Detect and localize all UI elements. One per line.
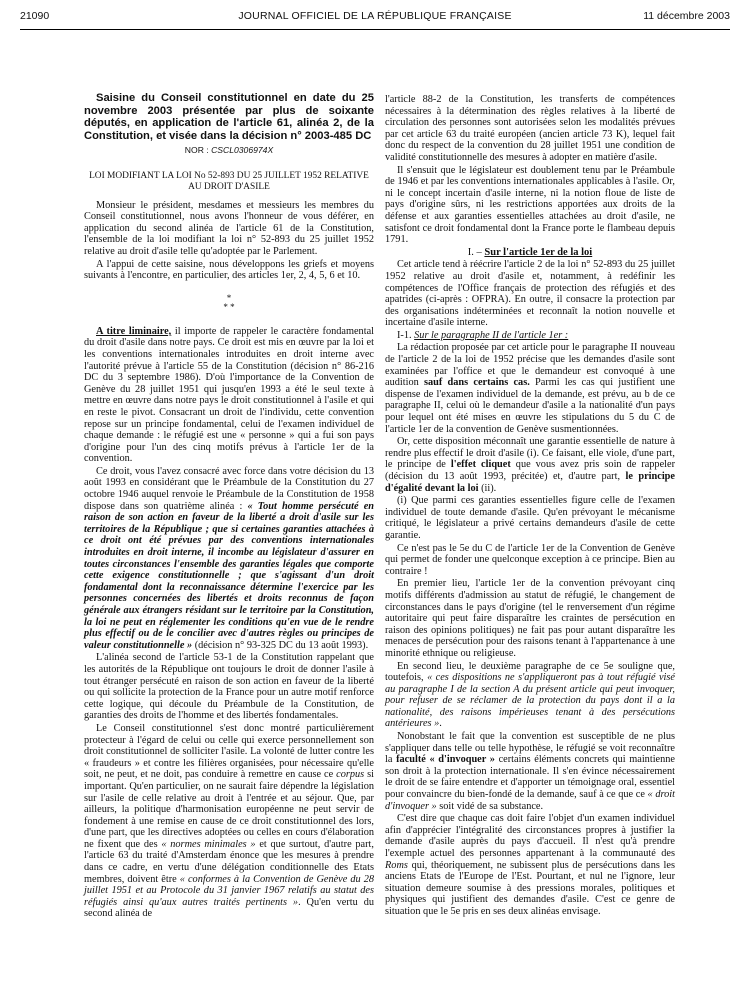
paragraph: Le Conseil constitutionnel s'est donc montré particulièrement protecteur à l'égard de celui ou celle qui exerce personnellement son droit constitutionnel de solliciter l'asile. La volonté de lutter contre les « fraudeurs » et contre les filières organisées, pour nécessaire qu'elle soit, ne peut, et ne doit, pas conduire à remettre en cause ce corpus si important. Qu'en particulier, on ne saurait faire dépendre la législation sur l'asile de celle relative au droit à l'entrée et au séjour. Que, par ailleurs, la politique d'harmonisation européenne ne peut servir de fondement à une remise en cause de ce droit constitutionnel des lors, d'une part, que les directives adoptées ou celles en cours d'élaboration ne fixent que des « normes minimales » et que surtout, d'autre part, l'article 63 du traité d'Amsterdam énonce que les mesures à prendre dans ce cadre, en vertu d'une délégation conditionnelle des Etats membres, doivent être « conformes à la Convention de Genève du 28 juillet 1951 et au Protocole du 31 janvier 1967 relatifs au statut des réfugiés ainsi qu'aux autres traités pertinents ». Qu'en vertu du second alinéa de — [84, 722, 375, 920]
quotation: « Tout homme persécuté en raison de son action en faveur de la liberté a droit d'asile sur les territoires de la République ; que si certaines garanties attachées à ce droit ont été prévues par des conventions internationales introduites en droit interne, il incombe au législateur d'assurer en toutes circonstances l'ensemble des garanties légales que comporte cette exigence constitutionnelle ; que s'agissant d'un droit fondamental dont la reconnaissance détermine l'exercice par les personnes concernées des libertés et droits reconnus de façon générale aux étrangers résidant sur le territoire par la Constitution, la loi ne peut en réglementer les conditions qu'en vue de le rendre plus effectif ou de le concilier avec d'autres règles ou principes de valeur constitutionnelle » — [84, 500, 374, 651]
paragraph: Monsieur le président, mesdames et messieurs les membres du Conseil constitutionnel, nous avons l'honneur de vous déférer, en application du second alinéa de l'article 61 de la Constitution, l'ensemble de la loi modifiant la loi n° 52-893 du 25 juillet 1952 relative au droit d'asile telle qu'adoptée par le Parlement. — [84, 199, 374, 257]
paragraph: C'est dire que chaque cas doit faire l'objet d'un examen individuel afin d'apprécier l'intégralité des circonstances propres à justifier la demande d'asile auprès du pays d'accueil. Il n'est qu'à prendre l'exemple actuel des personnes appartenant à la communauté des Roms qui, théoriquement, ne subissent plus de persécutions dans les anciens Etats de l'Europe de l'Est. Pourtant, et nul ne l'ignore, leur situation demeure soumise à des pressions morales, politiques et physiques qui justifient des demandes d'asile. C'est ce genre de situation que le 5e pris en ses deux alinéas envisage. — [385, 813, 675, 917]
paragraph: La rédaction proposée par cet article pour le paragraphe II nouveau de l'article 2 de la loi de 1952 précise que les demandes d'asile sont examinées par l'office et que le demandeur est convoqué à une audition sauf dans certains cas. Parmi les cas qui justifient une dispense de l'examen individuel de la demande, est prévu, au b de ce paragraphe II, celui où le demandeur d'asile a la nationalité d'un pays pour lequel ont été mises en œuvre les stipulations du 5 du C de l'article 1er de la convention de Genève susmentionnées. — [385, 342, 676, 435]
subheading-paragraph-ii: I-1. Sur le paragraphe II de l'article 1er : — [397, 329, 569, 341]
paragraph: L'alinéa second de l'article 53-1 de la Constitution rappelant que les autorités de la République ont toujours le droit de donner l'asile à tout étranger persécuté en raison de son action en faveur de la liberté ou qui sollicite la protection de la France pour un autre motif renforce cette logique, qui découle du Préambule de la Constitution, de garanties des droits de l'homme et des libertés fondamentales. — [84, 652, 374, 722]
heading-article-1: I. – Sur l'article 1er de la loi — [467, 246, 593, 258]
paragraph: A l'appui de cette saisine, nous développons les griefs et moyens suivants à l'encontre, en particulier, des articles 1er, 2, 4, 5, 6 et 10. — [84, 258, 374, 282]
paragraph: l'article 88-2 de la Constitution, les transferts de compétences nécessaires à la détermination des règles relatives à la liberté de circulation des personnes sont autorisées selon les modalités prévues par cet article 63 du traité européen (ancien article 73 K), lequel fait donc du respect de la convention du 28 juillet 1951 une condition de validité constitutionnelle des mesures à adopter en matière d'asile. — [385, 94, 675, 163]
paragraph: Cet article tend à réécrire l'article 2 de la loi n° 52-893 du 25 juillet 1952 relative au droit d'asile et, notamment, à redéfinir les compétences de l'Office français de protection des réfugiés et des apatrides (ci-après : OFPRA). En outre, il consacre la protection par des organisations indéterminées et reconnaît la notion nouvelle et incertaine d'asile interne. — [385, 259, 675, 329]
journal-title: JOURNAL OFFICIEL DE LA RÉPUBLIQUE FRANÇAISE — [238, 10, 512, 22]
paragraph: En premier lieu, l'article 1er de la convention prévoyant cinq motifs différents d'admission au statut de réfugié, le changement de circonstances dans le pays d'origine (tel le renversement d'un régime autoritaire qui peut faire disparaître les craintes de persécution en raison des opinions politiques) ne fait pas pour autant disparaître les menaces de persécution pour des raisons tenant à l'appartenance à une minorité ethnique ou religieuse. — [385, 578, 675, 659]
separator-stars: * * * — [223, 292, 235, 312]
paragraph: Ce n'est pas le 5e du C de l'article 1er de la Convention de Genève qui permet de fonder une quelconque exception à ce principe. Bien au contraire ! — [385, 542, 675, 577]
paragraph: Il s'ensuit que le législateur est doublement tenu par le Préambule de 1946 et par les conventions internationales applicables à l'asile. Or, ni le concept incertain d'asile interne, ni la notion floue de liste de pays d'origine sûrs, ni les restrictions apportées aux droits de la défense et aux garanties essentielles attachées au droit d'asile, ne satisfont ce droit fondamental dont la France porte le flambeau depuis 1791. — [385, 164, 675, 246]
page-header — [20, 10, 730, 26]
paragraph: Nonobstant le fait que la convention est susceptible de ne plus s'appliquer dans telle ou telle hypothèse, le réfugié se voit reconnaître la faculté « d'invoquer » certains éléments concrets qui maintienne son droit à la protection internationale. Il s'en évince nécessairement le droit de se faire entendre et d'apporter un témoignage oral, essentiel pour convaincre du bien-fondé de la demande, sauf à ce que ce « droit d'invoquer » soit vidé de sa substance. — [385, 731, 675, 812]
section-title: Saisine du Conseil constitutionnel en date du 25 novembre 2003 présentée par plus de soixante députés, en application de l'article 61, alinéa 2, de la Constitution, et visée dans la décision n° 2003-485 DC — [84, 92, 374, 142]
nor-reference: NOR : CSCL0306974X — [184, 145, 274, 155]
left-column — [84, 92, 374, 920]
nor-code: CSCL0306974X — [211, 145, 274, 155]
paragraph: (i) Que parmi ces garanties essentielles figure celle de l'examen individuel de toute demande d'asile. Qu'en prévoyant le mécanisme critiqué, le législateur a privé certains demandeurs d'asile de cette garantie. — [385, 495, 675, 541]
paragraph: A titre liminaire, il importe de rappeler le caractère fondamental du droit d'asile dans notre pays. Ce droit est mis en œuvre par la loi et les conventions internationales introduites en droit interne avec l'autorité prévue à l'article 55 de la Constitution (décision n° 86-216 DC du 3 septembre 1986). D'où l'importance de la Convention de Genève du 28 juillet 1951 qui jusqu'en 1993 a été le seul texte à mettre en œuvre dans notre pays le droit constitutionnel à l'asile et qui en reste le pivot. Consacrant un droit de l'individu, cette convention repose sur un principe fondamental, celui de l'examen individuel de chaque demande : le réfugié est une « personne » qui a fui son pays d'origine pour l'un des cinq motifs prévus à l'article 1er de la convention. — [84, 325, 375, 465]
page-number: 21090 — [20, 10, 50, 22]
lead-phrase: A titre liminaire, — [96, 325, 172, 337]
right-column — [385, 94, 675, 918]
paragraph: En second lieu, le deuxième paragraphe de ce 5e souligne que, toutefois, « ces dispositions ne s'appliqueront pas à tout réfugié visé au paragraphe I de la section A du présent article qui peut invoquer, pour refuser de se réclamer de la protection du pays dont il a la nationalité, des raisons impérieuses tenant à des persécutions antérieures ». — [385, 660, 675, 730]
header-rule — [20, 29, 730, 30]
paragraph: Ce droit, vous l'avez consacré avec force dans votre décision du 13 août 1993 en considérant que le Préambule de la Constitution du 27 octobre 1946 auquel renvoie le Préambule de la Constitution de 1958 dispose dans son quatrième alinéa : « Tout homme persécuté en raison de son action en faveur de la liberté a droit d'asile sur les territoires de la République ; que si certaines garanties attachées à ce droit ont été prévues par des conventions internationales introduites en droit interne, il incombe au législateur d'assurer en toutes circonstances l'ensemble des garanties légales que comporte cette exigence constitutionnelle ; que s'agissant d'un droit fondamental dont la reconnaissance détermine l'exercice par les personnes concernées des libertés et droits reconnus de façon générale aux étrangers résidant sur le territoire par la Constitution, la loi ne peut en réglementer les conditions qu'en vue de le rendre plus effectif ou de le concilier avec d'autres règles ou principes de valeur constitutionnelle » (décision n° 93-325 DC du 13 août 1993). — [84, 465, 374, 651]
law-title: LOI MODIFIANT LA LOI No 52-893 DU 25 JUILLET 1952 RELATIVE AU DROIT D'ASILE — [89, 170, 369, 192]
publication-date: 11 décembre 2003 — [643, 10, 730, 22]
quotation: « ces dispositions ne s'appliqueront pas à tout réfugié visé au paragraphe I de la section A du présent article qui peut invoquer, pour refuser de se réclamer de la protection du pays dont il a la nationalité, des raisons impérieuses tenant à des persécutions antérieures » — [385, 672, 675, 730]
paragraph: Or, cette disposition méconnaît une garantie essentielle de nature à rendre plus effectif le droit d'asile (i). Ce faisant, elle viole, d'une part, le principe de l'effet cliquet que vous avez pris soin de rappeler (décision du 13 août 1993, précitée) et, d'autre part, le principe d'égalité devant la loi (ii). — [385, 436, 676, 494]
